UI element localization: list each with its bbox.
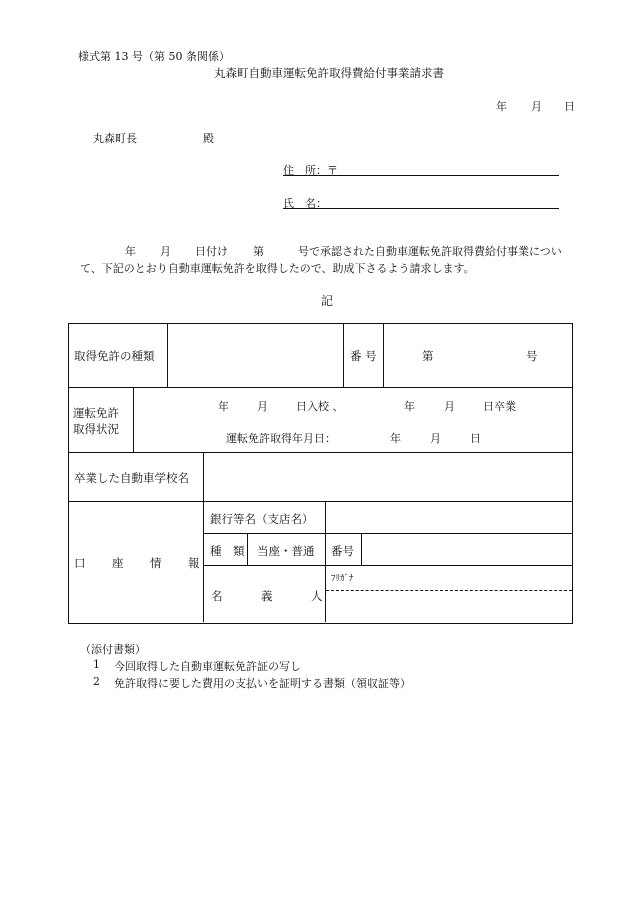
- para-dai: 第: [253, 245, 264, 258]
- document-title: 丸森町自動車運転免許取得費給付事業請求書: [214, 66, 444, 80]
- bank-label: 銀行等名（支店名）: [210, 512, 314, 526]
- col-divider: [383, 323, 384, 387]
- status-label-1: 運転免許: [73, 406, 119, 420]
- col-divider: [133, 387, 134, 452]
- addressee-honorific: 殿: [203, 132, 214, 145]
- para-line2: て、下記のとおり自動車運転免許を取得したので、助成下さるよう請求します。: [80, 262, 475, 275]
- addressee-name: 丸森町長: [93, 132, 137, 145]
- bank-name-field[interactable]: [327, 503, 570, 532]
- row-divider: [68, 387, 572, 388]
- para-day: 日付け: [195, 245, 228, 258]
- acq-year: 年: [390, 432, 401, 445]
- date-month-label: 月: [531, 100, 542, 113]
- holder-label-3: 人: [311, 589, 323, 603]
- acq-day: 日: [470, 432, 481, 445]
- furigana-divider: [326, 590, 572, 591]
- col-divider: [325, 501, 326, 533]
- address-label: 住 所：〒: [283, 164, 338, 177]
- grad-month: 月: [444, 400, 455, 413]
- status-label-2: 取得状況: [73, 422, 119, 436]
- ki-heading: 記: [321, 294, 334, 308]
- row-divider: [203, 533, 572, 534]
- name-field-line[interactable]: [283, 191, 559, 209]
- acq-month: 月: [430, 432, 441, 445]
- grad-day: 日卒業: [483, 400, 516, 413]
- row-divider: [203, 565, 572, 566]
- attachment-item-text: 免許取得に要した費用の支払いを証明する書類（領収証等）: [114, 677, 411, 690]
- account-label-1: 口: [74, 556, 86, 570]
- para-year: 年: [125, 245, 136, 258]
- holder-label-1: 名: [211, 589, 223, 603]
- holder-furigana-field[interactable]: [327, 567, 570, 589]
- enroll-month: 月: [257, 400, 268, 413]
- col-divider: [167, 323, 168, 387]
- col-divider: [361, 533, 362, 565]
- holder-name-field[interactable]: [327, 592, 570, 620]
- col-divider: [203, 501, 204, 622]
- name-label: 氏 名：: [283, 197, 327, 210]
- number-go: 号: [526, 349, 538, 363]
- date-year-label: 年: [496, 100, 507, 113]
- col-divider: [343, 323, 344, 387]
- para-month: 月: [160, 245, 171, 258]
- account-number-field[interactable]: [363, 535, 570, 564]
- col-divider: [247, 533, 248, 565]
- address-field-line[interactable]: [283, 158, 559, 176]
- col-divider: [325, 565, 326, 622]
- enroll-year: 年: [218, 400, 229, 413]
- license-number-field[interactable]: [385, 325, 570, 386]
- attachment-item-number: 1: [93, 658, 100, 671]
- type-value-option[interactable]: 当座・普通: [257, 544, 315, 558]
- date-day-label: 日: [564, 100, 575, 113]
- form-number: 様式第 13 号（第 50 条関係）: [78, 50, 230, 63]
- account-label-3: 情: [150, 556, 162, 570]
- row-divider: [68, 452, 572, 453]
- enroll-day: 日入校 、: [296, 400, 344, 413]
- type-label: 種 類: [210, 544, 245, 558]
- col-divider: [203, 452, 204, 501]
- attachments-heading: （添付書類）: [80, 643, 146, 656]
- holder-label-2: 義: [261, 589, 273, 603]
- furigana-label: ﾌﾘｶﾞﾅ: [331, 574, 354, 584]
- attachment-item-text: 今回取得した自動車運転免許証の写し: [114, 660, 301, 673]
- school-name-field[interactable]: [205, 454, 570, 500]
- account-label-4: 報: [188, 556, 200, 570]
- number-label: 番 号: [350, 349, 377, 363]
- license-type-field[interactable]: [169, 325, 342, 386]
- col-divider: [325, 533, 326, 565]
- account-number-label: 番号: [331, 544, 354, 558]
- acq-date-label: 運転免許取得年月日：: [226, 432, 336, 445]
- number-dai: 第: [422, 349, 434, 363]
- account-label-2: 座: [112, 556, 124, 570]
- row-divider: [68, 501, 572, 502]
- license-type-label: 取得免許の種類: [74, 349, 155, 363]
- school-label: 卒業した自動車学校名: [74, 471, 189, 485]
- grad-year: 年: [404, 400, 415, 413]
- para-line1-rest: 号で承認された自動車運転免許取得費給付事業につい: [298, 245, 562, 258]
- attachment-item-number: 2: [93, 675, 100, 688]
